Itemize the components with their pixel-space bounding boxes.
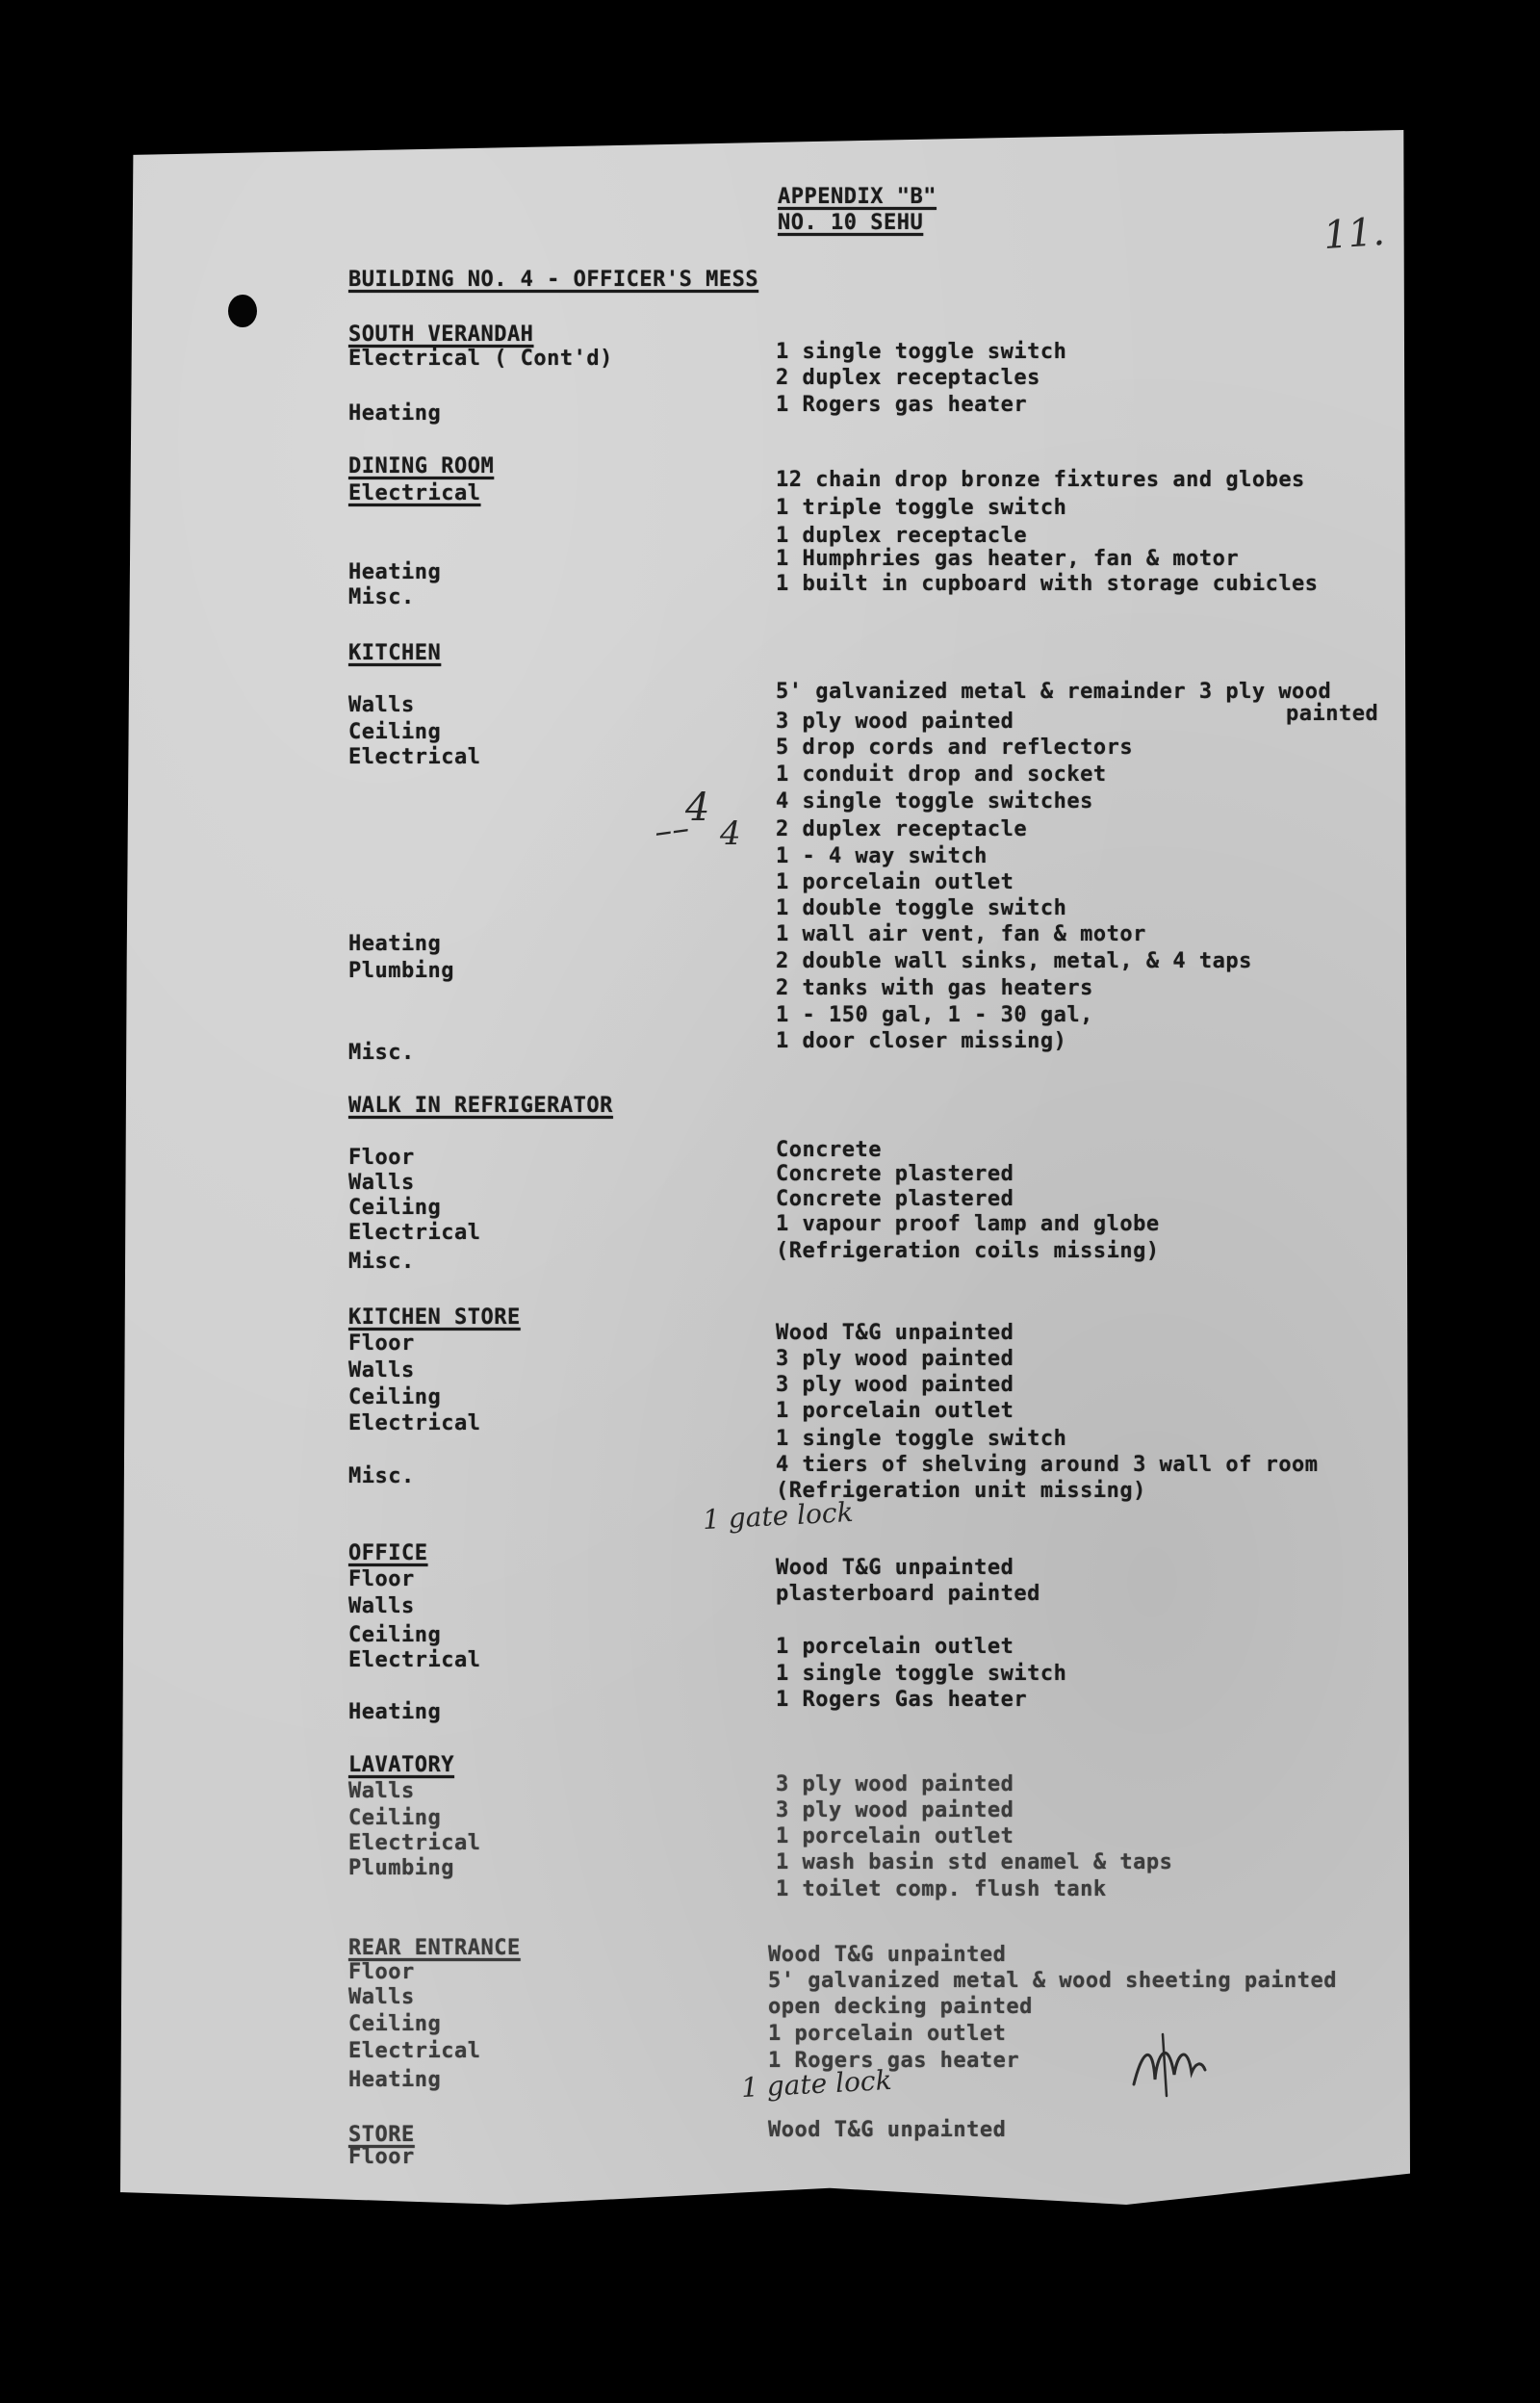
row-value: 1 vapour proof lamp and globe <box>776 1212 1160 1236</box>
unit-label: NO. 10 SEHU <box>778 211 924 235</box>
row-label: Ceiling <box>348 1623 442 1647</box>
row-value: 4 tiers of shelving around 3 wall of room <box>776 1453 1319 1477</box>
row-label: Electrical ( Cont'd) <box>348 347 613 371</box>
row-label: Electrical <box>348 2039 481 2063</box>
row-value: 2 tanks with gas heaters <box>776 976 1093 1000</box>
row-label: Electrical <box>348 1831 481 1855</box>
section-title: WALK IN REFRIGERATOR <box>348 1094 613 1118</box>
row-label: Heating <box>348 1700 442 1724</box>
row-value: 1 - 4 way switch <box>776 844 988 868</box>
row-label: Floor <box>348 1960 415 1984</box>
row-value: 3 ply wood painted <box>776 1798 1014 1822</box>
section-title: SOUTH VERANDAH <box>348 323 534 347</box>
row-value: 3 ply wood painted <box>776 1347 1014 1371</box>
row-value: 1 Rogers Gas heater <box>776 1688 1028 1712</box>
row-label: Ceiling <box>348 2012 442 2036</box>
row-label: Heating <box>348 560 442 584</box>
row-value: 1 porcelain outlet <box>776 1824 1014 1848</box>
section-title: STORE <box>348 2123 415 2147</box>
section-title: LAVATORY <box>348 1753 454 1777</box>
row-label: Heating <box>348 2068 442 2092</box>
row-value: 1 duplex receptacle <box>776 524 1028 548</box>
row-label: Electrical <box>348 745 481 769</box>
handwritten-initials <box>1124 2027 1211 2104</box>
row-value: Concrete plastered <box>776 1162 1014 1186</box>
row-value: 1 toilet comp. flush tank <box>776 1877 1107 1901</box>
row-value: Wood T&G unpainted <box>768 2118 1007 2142</box>
handwritten-count: 4 <box>720 814 741 853</box>
row-value: 1 Humphries gas heater, fan & motor <box>776 547 1240 571</box>
row-label: Plumbing <box>348 959 454 983</box>
section-title: REAR ENTRANCE <box>348 1936 521 1960</box>
row-value: 3 ply wood painted <box>776 1772 1014 1796</box>
row-label: Floor <box>348 1146 415 1170</box>
row-value: 1 conduit drop and socket <box>776 762 1107 787</box>
row-value: 3 ply wood painted <box>776 1373 1014 1397</box>
row-label: Ceiling <box>348 1196 442 1220</box>
row-value: Concrete plastered <box>776 1187 1014 1211</box>
row-value: 1 door closer missing) <box>776 1029 1067 1053</box>
page-number: 11. <box>1322 209 1387 259</box>
row-value: 5' galvanized metal & wood sheeting painted <box>768 1969 1338 1993</box>
row-value: plasterboard painted <box>776 1582 1040 1606</box>
row-value: 12 chain drop bronze fixtures and globes <box>776 468 1305 492</box>
row-value: 1 built in cupboard with storage cubicles <box>776 572 1319 596</box>
row-value: 1 single toggle switch <box>776 1427 1067 1451</box>
row-value: 5 drop cords and reflectors <box>776 736 1134 760</box>
row-label: Walls <box>348 693 415 717</box>
row-label: Ceiling <box>348 720 442 744</box>
row-label: Floor <box>348 2145 415 2169</box>
row-label: Electrical <box>348 1221 481 1245</box>
section-title: KITCHEN <box>348 641 442 665</box>
row-value: Wood T&G unpainted <box>776 1556 1014 1580</box>
handwritten-note: 1 gate lock <box>740 2063 893 2105</box>
row-value: (Refrigeration unit missing) <box>776 1479 1146 1503</box>
row-value: painted <box>1286 702 1379 726</box>
document-page <box>120 130 1410 2205</box>
row-label: Electrical <box>348 1411 481 1435</box>
row-value: 2 double wall sinks, metal, & 4 taps <box>776 949 1252 973</box>
row-label: Floor <box>348 1331 415 1356</box>
row-value: 1 Rogers gas heater <box>776 393 1028 417</box>
row-value: 1 Rogers gas heater <box>768 2049 1020 2073</box>
handwritten-count: 4 <box>685 786 710 830</box>
row-label: Floor <box>348 1567 415 1591</box>
row-label: Heating <box>348 401 442 426</box>
row-value: 1 wash basin std enamel & taps <box>776 1850 1173 1874</box>
row-label: Walls <box>348 1171 415 1195</box>
row-label: Electrical <box>348 481 481 505</box>
row-value: 1 porcelain outlet <box>776 1635 1014 1659</box>
row-value: (Refrigeration coils missing) <box>776 1239 1160 1263</box>
row-label: Ceiling <box>348 1806 442 1830</box>
appendix-label: APPENDIX "B" <box>778 185 937 209</box>
row-value: 1 porcelain outlet <box>776 1399 1014 1423</box>
row-label: Plumbing <box>348 1856 454 1880</box>
row-label: Walls <box>348 1985 415 2009</box>
row-label: Walls <box>348 1594 415 1618</box>
building-title: BUILDING NO. 4 - OFFICER'S MESS <box>348 268 759 292</box>
section-title: OFFICE <box>348 1541 428 1565</box>
row-value: Wood T&G unpainted <box>768 1943 1007 1967</box>
row-label: Misc. <box>348 1464 415 1488</box>
row-value: 1 - 150 gal, 1 - 30 gal, <box>776 1003 1093 1027</box>
row-label: Walls <box>348 1779 415 1803</box>
row-value: 5' galvanized metal & remainder 3 ply wood <box>776 680 1332 704</box>
row-value: open decking painted <box>768 1995 1033 2019</box>
handwritten-strike-mark: –– <box>652 808 692 853</box>
row-value: 1 single toggle switch <box>776 1662 1067 1686</box>
row-label: Misc. <box>348 1250 415 1274</box>
row-value: 1 porcelain outlet <box>768 2022 1007 2046</box>
row-value: Wood T&G unpainted <box>776 1321 1014 1345</box>
row-label: Misc. <box>348 1041 415 1065</box>
row-value: Concrete <box>776 1138 882 1162</box>
row-value: 1 wall air vent, fan & motor <box>776 922 1146 946</box>
row-value: 1 single toggle switch <box>776 340 1067 364</box>
section-title: KITCHEN STORE <box>348 1305 521 1330</box>
row-value: 1 porcelain outlet <box>776 870 1014 894</box>
section-title: DINING ROOM <box>348 454 495 478</box>
row-value: 4 single toggle switches <box>776 789 1093 814</box>
row-value: 3 ply wood painted <box>776 710 1014 734</box>
handwritten-note: 1 gate lock <box>702 1495 855 1537</box>
row-value: 2 duplex receptacles <box>776 366 1040 390</box>
row-label: Ceiling <box>348 1385 442 1409</box>
row-label: Heating <box>348 932 442 956</box>
row-value: 1 triple toggle switch <box>776 496 1067 520</box>
row-value: 1 double toggle switch <box>776 896 1067 920</box>
row-label: Walls <box>348 1358 415 1382</box>
row-label: Electrical <box>348 1648 481 1672</box>
punch-hole <box>228 295 257 327</box>
row-value: 2 duplex receptacle <box>776 817 1028 841</box>
row-label: Misc. <box>348 585 415 609</box>
